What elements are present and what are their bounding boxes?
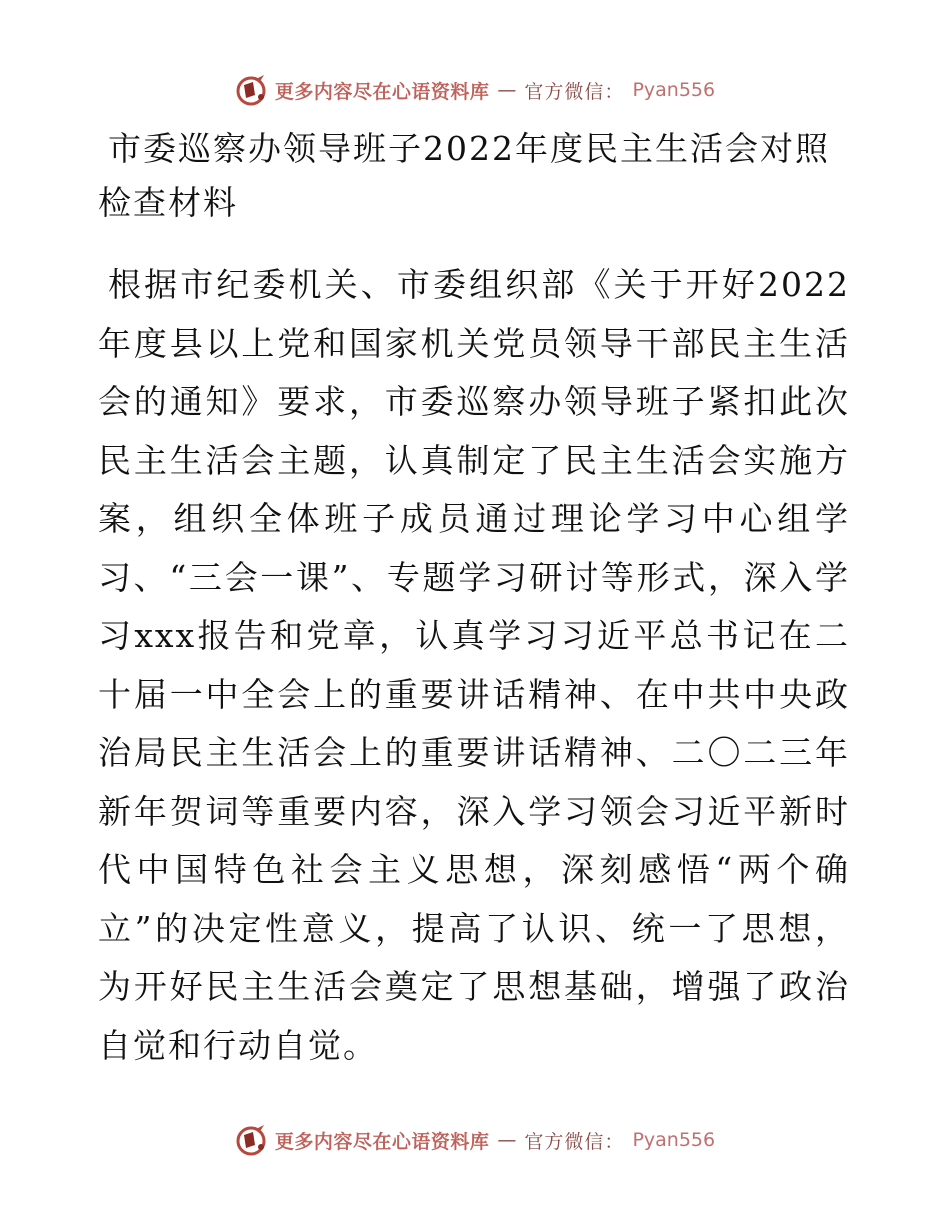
watermark-wechat-id: Pyan556 [632,1129,716,1151]
watermark-main-text: 更多内容尽在心语资料库 [274,1130,490,1153]
notebook-pen-icon [235,1123,269,1157]
notebook-pen-icon [235,73,269,107]
watermark-main-text: 更多内容尽在心语资料库 [274,80,490,103]
document-title: 市委巡察办领导班子2022年度民主生活会对照检查材料 [98,129,830,222]
watermark-official-label: 官方微信： [524,1130,625,1153]
watermark-wechat-id: Pyan556 [632,79,716,101]
footer-watermark [0,1120,950,1160]
watermark-separator: — [497,79,517,101]
watermark-official-label: 官方微信： [524,80,625,103]
watermark-separator: — [497,1129,517,1151]
document-body-paragraph: 根据市纪委机关、市委组织部《关于开好2022年度县以上党和国家机关党员领导干部民主生活会的通知》要求，市委巡察办领导班子紧扣此次民主生活会主题，认真制定了民主生活会实施方案，组织全体班子成员通过理论学习中心组学习、“三会一课”、专题学习研讨等形式，深入学习xxx报告和党章，认真学习习近平总书记在二十届一中全会上的重要讲话精神、在中共中央政治局民主生活会上的重要讲话精神、二〇二三年新年贺词等重要内容，深入学习领会习近平新时代中国特色社会主义思想，深刻感悟“两个确立”的决定性意义，提高了认识、统一了思想，为开好民主生活会奠定了思想基础，增强了政治自觉和行动自觉。 [98,265,850,1065]
header-watermark [0,70,950,110]
